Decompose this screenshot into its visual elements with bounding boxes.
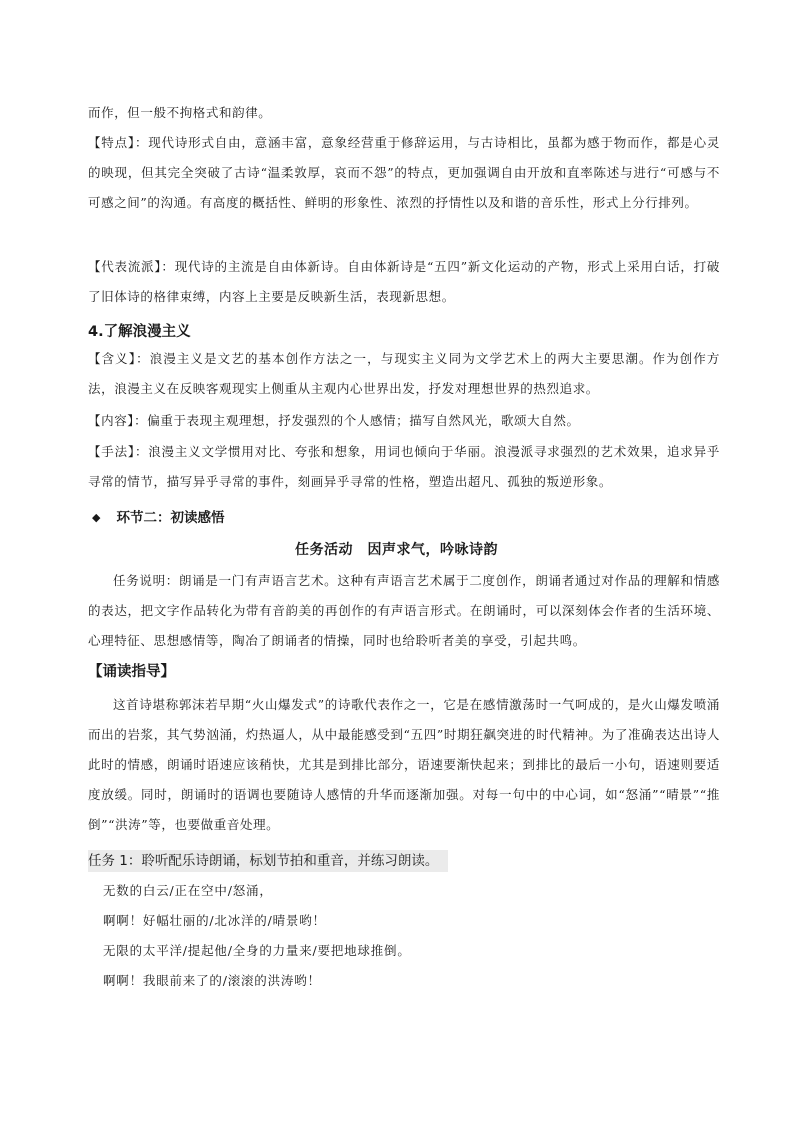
- paragraph-meaning: 【含义】：浪漫主义是文艺的基本创作方法之一，与现实主义同为文学艺术上的两大主要思潮。作为创作方法，浪漫主义在反映客观现实上侧重从主观内心世界出发，抒发对理想世界的热烈追求。: [88, 351, 720, 396]
- task-1-heading: 任务 1：聆听配乐诗朗诵，标划节拍和重音，并练习朗读。: [88, 850, 448, 872]
- recitation-guide-heading: 【诵读指导】: [88, 664, 175, 680]
- paragraph-features: 【特点】：现代诗形式自由，意涵丰富，意象经营重于修辞运用，与古诗相比，虽都为感于物而作，都是心灵的映现，但其完全突破了古诗“温柔敦厚，哀而不怨”的特点，更加强调自由开放和直率陈述与进行“可感与不可感之间”的沟通。有高度的概括性、鲜明的形象性、浓烈的抒情性以及和谐的音乐性，形式上分行排列。: [88, 135, 720, 210]
- paragraph-schools: 【代表流派】：现代诗的主流是自由体新诗。自由体新诗是“五四”新文化运动的产物，形式上采用白话，打破了旧体诗的格律束缚，内容上主要是反映新生活，表现新思想。: [88, 259, 720, 304]
- poem-line-4: 啊啊！我眼前来了的/滚滚的洪涛哟！: [103, 973, 321, 988]
- heading-romanticism: 4.了解浪漫主义: [88, 324, 191, 340]
- paragraph-content: 【内容】：偏重于表现主观理想，抒发强烈的个人感情；描写自然风光，歌颂大自然。: [88, 413, 580, 428]
- paragraph-recitation-guide: 这首诗堪称郭沫若早期“火山爆发式”的诗歌代表作之一，它是在感情激荡时一气呵成的，是火山爆发喷涌而出的岩浆，其气势汹涌，灼热逼人，从中最能感受到“五四”时期狂飙突进的时代精神。为了准确表达出诗人此时的情感，朗诵时语速应该稍快，尤其是到排比部分，语速要渐快起来；到排比的最后一小句，语速则要适度放缓。同时，朗诵时的语调也要随诗人感情的升华而逐渐加强。对每一句中的中心词，如“怒涌”“晴景”“推倒”“洪涛”等，也要做重音处理。: [88, 697, 720, 832]
- black-diamond-icon: ◆: [92, 511, 101, 524]
- section-heading: [92, 508, 224, 528]
- paragraph-intro-end: 而作，但一般不拘格式和韵律。: [88, 105, 272, 120]
- task-activity-title: 任务活动 因声求气，吟咏诗韵: [295, 542, 498, 558]
- paragraph-task-description: 任务说明：朗诵是一门有声语言艺术。这种有声语言艺术属于二度创作，朗诵者通过对作品的理解和情感的表达，把文字作品转化为带有音韵美的再创作的有声语言形式。在朗诵时，可以深刻体会作者的生活环境、心理特征、思想感情等，陶冶了朗诵者的情操，同时也给聆听者美的享受，引起共鸣。: [88, 573, 720, 648]
- paragraph-technique: 【手法】：浪漫主义文学惯用对比、夸张和想象，用词也倾向于华丽。浪漫派寻求强烈的艺术效果，追求异乎寻常的情节，描写异乎寻常的事件，刻画异乎寻常的性格，塑造出超凡、孤独的叛逆形象。: [88, 444, 720, 489]
- poem-line-3: 无限的太平洋/提起他/全身的力量来/要把地球推倒。: [103, 943, 411, 958]
- section-title: 环节二：初读感悟: [116, 510, 225, 526]
- poem-line-2: 啊啊！好幅壮丽的/北冰洋的/晴景哟！: [103, 913, 326, 928]
- poem-line-1: 无数的白云/正在空中/怒涌，: [103, 883, 273, 898]
